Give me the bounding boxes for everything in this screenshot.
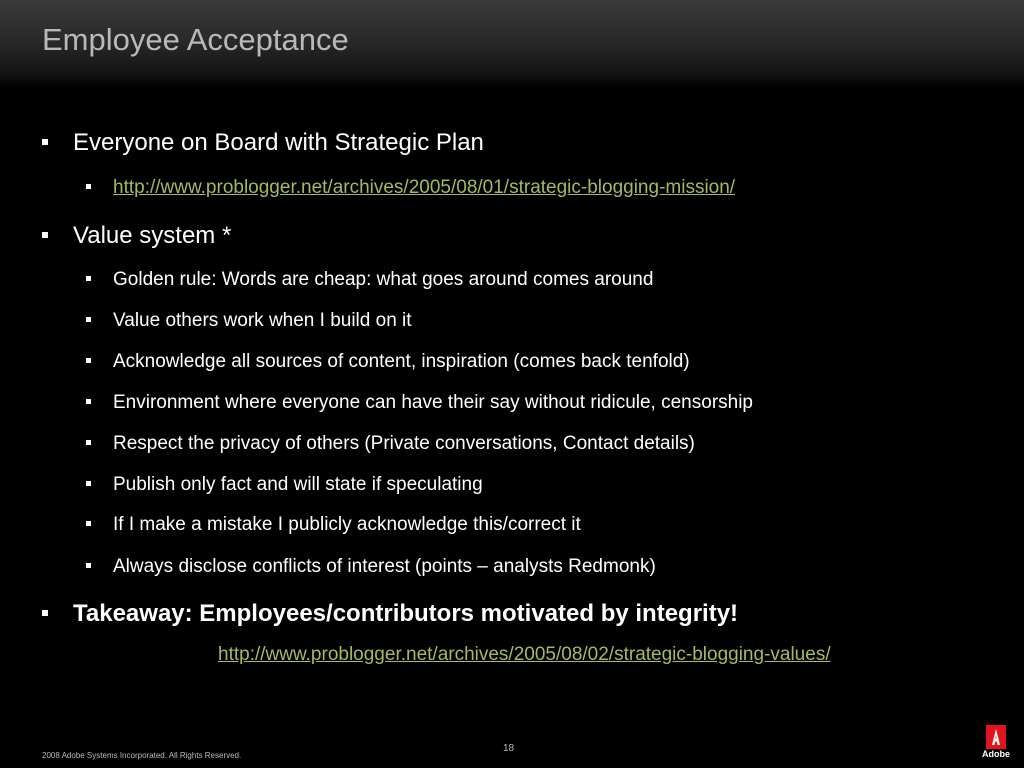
adobe-logo bbox=[981, 724, 1011, 764]
bullet-item bbox=[86, 392, 753, 414]
bullet-marker bbox=[86, 317, 91, 322]
bullet-item bbox=[86, 177, 735, 199]
bullet-text: Everyone on Board with Strategic Plan bbox=[73, 129, 484, 156]
bullet-item bbox=[86, 514, 581, 536]
bullet-marker bbox=[86, 440, 91, 445]
bullet-text: Publish only fact and will state if speculating bbox=[113, 474, 483, 495]
takeaway-text: Takeaway: Employees/contributors motivated by integrity! bbox=[73, 600, 739, 627]
bullet-marker bbox=[86, 521, 91, 526]
bullet-text: Acknowledge all sources of content, inspiration (comes back tenfold) bbox=[113, 351, 690, 372]
bullet-item bbox=[86, 556, 656, 578]
takeaway-item bbox=[42, 600, 738, 628]
bullet-marker bbox=[42, 232, 48, 238]
bullet-item bbox=[42, 129, 484, 157]
adobe-logo-text: Adobe bbox=[982, 749, 1010, 759]
bullet-text: Respect the privacy of others (Private conversations, Contact details) bbox=[113, 433, 695, 454]
bullet-marker bbox=[86, 358, 91, 363]
strategic-mission-link[interactable]: http://www.problogger.net/archives/2005/08/01/strategic-blogging-mission/ bbox=[113, 177, 736, 198]
bullet-marker bbox=[42, 610, 48, 616]
bullet-item bbox=[86, 474, 483, 496]
copyright-text: 2008 Adobe Systems Incorporated. All Rights Reserved. bbox=[42, 751, 242, 760]
bullet-item bbox=[86, 310, 412, 332]
bullet-item bbox=[86, 269, 653, 291]
bullet-item bbox=[86, 433, 695, 455]
bullet-text: Value others work when I build on it bbox=[113, 310, 412, 331]
bullet-marker bbox=[86, 563, 91, 568]
bullet-item bbox=[86, 351, 690, 373]
adobe-logo-icon bbox=[981, 724, 1011, 750]
strategic-values-link[interactable]: http://www.problogger.net/archives/2005/08/02/strategic-blogging-values/ bbox=[218, 644, 831, 665]
bullet-text: Always disclose conflicts of interest (points – analysts Redmonk) bbox=[113, 556, 656, 577]
bullet-marker bbox=[86, 184, 91, 189]
slide-title: Employee Acceptance bbox=[42, 22, 349, 57]
bullet-marker bbox=[86, 276, 91, 281]
bullet-text: If I make a mistake I publicly acknowledge this/correct it bbox=[113, 514, 581, 535]
bullet-item bbox=[42, 222, 231, 250]
bullet-text: Value system * bbox=[73, 222, 232, 249]
page-number: 18 bbox=[503, 743, 515, 754]
bullet-text: Golden rule: Words are cheap: what goes around comes around bbox=[113, 269, 654, 290]
bullet-text: Environment where everyone can have their say without ridicule, censorship bbox=[113, 392, 753, 413]
bullet-marker bbox=[86, 399, 91, 404]
bullet-marker bbox=[86, 481, 91, 486]
bullet-marker bbox=[42, 139, 48, 145]
